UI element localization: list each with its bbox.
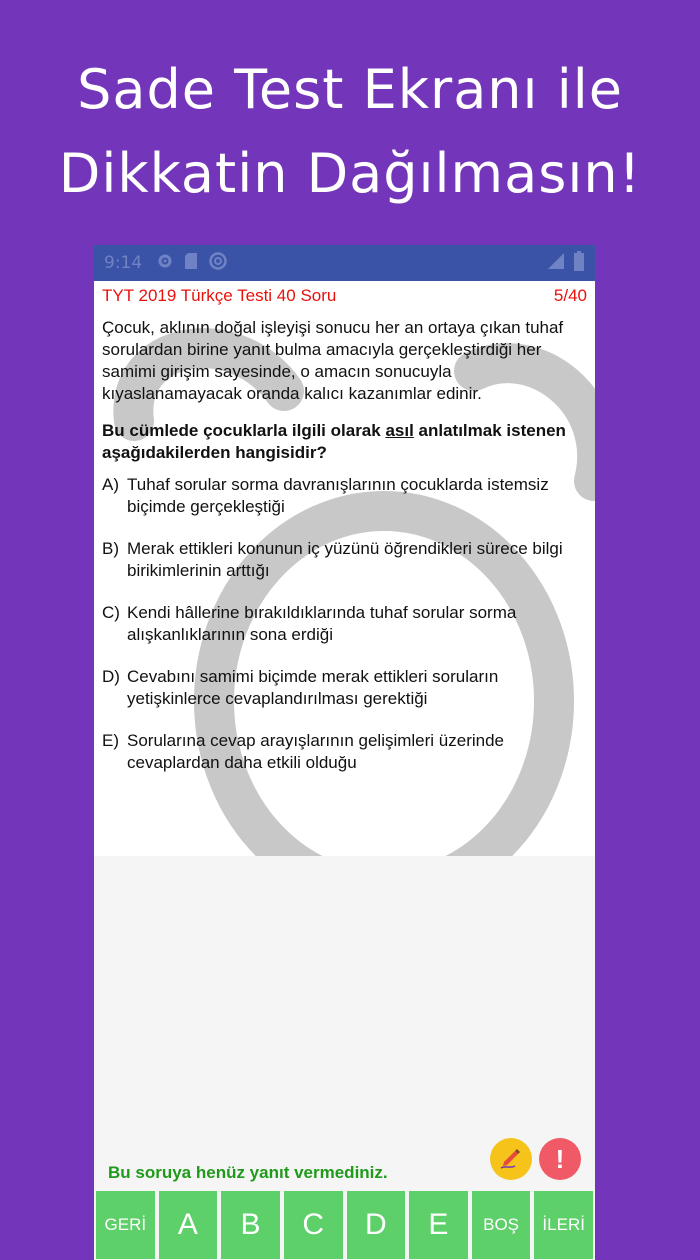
report-button[interactable] [539, 1138, 581, 1180]
signal-icon [547, 252, 565, 275]
option-text: Merak ettikleri konunun iç yüzünü öğrendikleri sürece bilgi birikimlerinin arttığı [127, 539, 563, 580]
option-text: Tuhaf sorular sorma davranışlarının çocuklarda istemsiz biçimde gerçekleştiği [127, 475, 549, 516]
option-a[interactable] [102, 474, 585, 518]
option-letter: E) [102, 731, 119, 750]
option-d[interactable] [102, 666, 585, 710]
question-stem-underlined: asıl [385, 421, 414, 440]
option-text: Cevabını samimi biçimde merak ettikleri soruların yetişkinlerce cevaplandırılması gerektiği [127, 667, 499, 708]
answer-d-button[interactable]: D [347, 1191, 406, 1259]
answer-b-button[interactable]: B [221, 1191, 280, 1259]
answer-button-bar [96, 1191, 593, 1259]
promo-headline [0, 48, 700, 216]
option-letter: D) [102, 667, 120, 686]
option-e[interactable] [102, 730, 585, 774]
answer-c-button[interactable]: C [284, 1191, 343, 1259]
answer-status-message: Bu soruya henüz yanıt vermediniz. [108, 1163, 388, 1182]
leave-empty-button[interactable]: BOŞ [472, 1191, 531, 1259]
question-stem-end: anlatılmak istenen aşağıdakilerden hangisidir? [102, 421, 566, 462]
back-button[interactable]: GERİ [96, 1191, 155, 1259]
question-header [94, 281, 595, 311]
question-card [94, 281, 595, 856]
status-time: 9:14 [104, 253, 143, 273]
exclamation-icon: ! [555, 1143, 565, 1174]
option-text: Sorularına cevap arayışlarının gelişimleri üzerinde cevaplardan daha etkili olduğu [127, 731, 505, 772]
option-letter: C) [102, 603, 120, 622]
question-stem [102, 420, 585, 464]
question-stem-start: Bu cümlede çocuklarla ilgili olarak [102, 421, 386, 440]
sd-card-icon [184, 252, 198, 274]
battery-icon [573, 251, 585, 276]
sync-icon [208, 251, 228, 275]
edit-note-button[interactable] [490, 1138, 532, 1180]
option-letter: A) [102, 475, 119, 494]
next-button[interactable]: İLERİ [534, 1191, 593, 1259]
test-title: TYT 2019 Türkçe Testi 40 Soru [102, 286, 337, 305]
promo-line-2: Dikkatin Dağılmasın! [58, 142, 642, 205]
pencil-icon [498, 1144, 524, 1174]
option-b[interactable] [102, 538, 585, 582]
answer-e-button[interactable]: E [409, 1191, 468, 1259]
promo-line-1: Sade Test Ekranı ile [77, 58, 623, 121]
settings-icon [156, 252, 174, 274]
question-counter: 5/40 [553, 286, 587, 305]
question-passage: Çocuk, aklının doğal işleyişi sonucu her an ortaya çıkan tuhaf sorulardan birine yanıt bulma amacıyla gerçekleştirdiği her samimi girişim sayesinde, o amacın sonucuyla kıyaslanamayacak oranda kalıcı kazanımlar edinir. [102, 318, 564, 403]
status-bar [94, 245, 595, 281]
question-content [94, 311, 595, 774]
phone-screen [94, 245, 595, 1260]
option-letter: B) [102, 539, 119, 558]
option-text: Kendi hâllerine bırakıldıklarında tuhaf sorular sorma alışkanlıklarının sona erdiği [127, 603, 517, 644]
answer-a-button[interactable]: A [159, 1191, 218, 1259]
option-c[interactable] [102, 602, 585, 646]
